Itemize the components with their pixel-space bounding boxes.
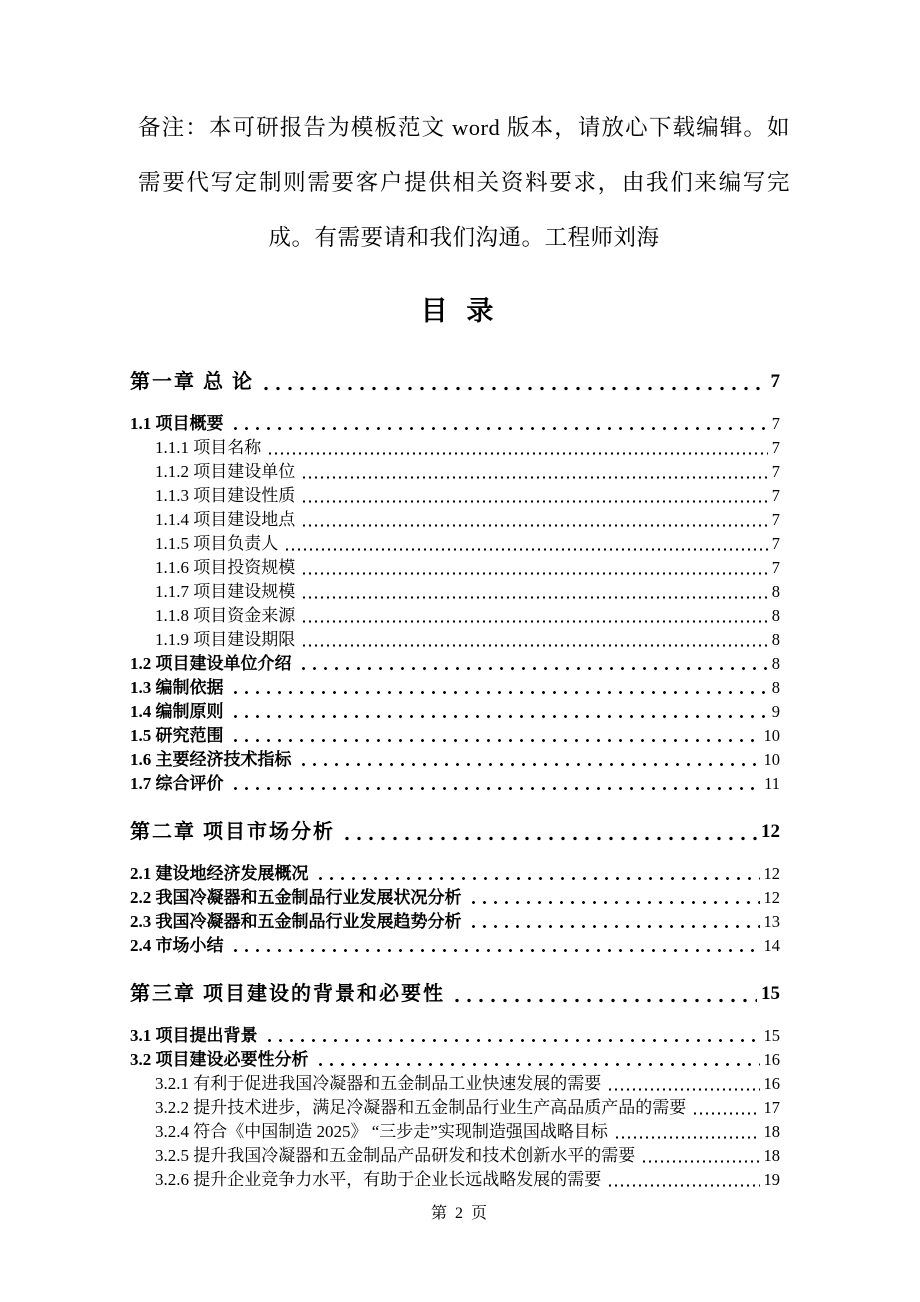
toc-entry-page: 8 bbox=[771, 606, 780, 625]
toc-entry-page: 7 bbox=[771, 486, 780, 505]
note-paragraph: 备注：本可研报告为模板范文 word 版本，请放心下载编辑。如需要代写定制则需要客户提供相关资料要求，由我们来编写完成。有需要请和我们沟通。工程师刘海 bbox=[138, 115, 790, 250]
toc-entry-3-1[interactable] bbox=[130, 1024, 780, 1048]
toc-entry-1-1-8[interactable] bbox=[155, 604, 780, 628]
toc-entry-1-4[interactable] bbox=[130, 700, 780, 724]
toc-entry-page: 8 bbox=[771, 630, 780, 649]
toc-entry-page: 11 bbox=[764, 774, 780, 793]
toc-entry-label: 第二章 项目市场分析 bbox=[130, 821, 335, 843]
toc-entry-label: 1.1.3 项目建设性质 bbox=[155, 486, 296, 505]
toc-entry-page: 12 bbox=[763, 888, 780, 907]
toc-entry-page: 15 bbox=[761, 983, 780, 1004]
toc-entry-page: 7 bbox=[771, 462, 780, 481]
toc-entry-label: 2.3 我国冷凝器和五金制品行业发展趋势分析 bbox=[130, 912, 462, 931]
toc-entry-label: 1.1.7 项目建设规模 bbox=[155, 582, 296, 601]
toc-entry-label: 3.2.4 符合《中国制造 2025》 “三步走”实现制造强国战略目标 bbox=[155, 1122, 608, 1141]
toc-entry-label: 1.1.9 项目建设期限 bbox=[155, 630, 296, 649]
toc-entry-chapter-2[interactable] bbox=[130, 818, 780, 846]
toc-entry-label: 3.2 项目建设必要性分析 bbox=[130, 1050, 309, 1069]
toc-entry-page: 17 bbox=[763, 1098, 780, 1117]
toc-entry-page: 12 bbox=[763, 864, 780, 883]
toc-entry-label: 3.1 项目提出背景 bbox=[130, 1026, 258, 1045]
toc-entry-3-2-6[interactable] bbox=[155, 1168, 780, 1192]
toc-entry-1-1-2[interactable] bbox=[155, 460, 780, 484]
toc-entry-page: 10 bbox=[763, 726, 780, 745]
toc-entry-label: 1.7 综合评价 bbox=[130, 774, 224, 793]
toc-entry-label: 3.2.5 提升我国冷凝器和五金制品产品研发和技术创新水平的需要 bbox=[155, 1146, 636, 1165]
toc-entry-1-3[interactable] bbox=[130, 676, 780, 700]
toc-entry-label: 1.1.1 项目名称 bbox=[155, 438, 262, 457]
toc-entry-1-7[interactable] bbox=[130, 772, 780, 796]
toc-entry-1-1-5[interactable] bbox=[155, 532, 780, 556]
toc-entry-1-6[interactable] bbox=[130, 748, 780, 772]
toc-entry-label: 1.1.2 项目建设单位 bbox=[155, 462, 296, 481]
toc-entry-1-1-1[interactable] bbox=[155, 436, 780, 460]
toc-entry-page: 8 bbox=[771, 654, 780, 673]
toc-entry-page: 7 bbox=[771, 510, 780, 529]
toc-entry-3-2-5[interactable] bbox=[155, 1144, 780, 1168]
toc-entry-1-1-3[interactable] bbox=[155, 484, 780, 508]
toc-entry-label: 1.1 项目概要 bbox=[130, 414, 224, 433]
toc-entry-1-1-4[interactable] bbox=[155, 508, 780, 532]
toc-entry-label: 1.4 编制原则 bbox=[130, 702, 224, 721]
toc-entry-page: 10 bbox=[763, 750, 780, 769]
toc-entry-1-1-7[interactable] bbox=[155, 580, 780, 604]
toc-entry-page: 7 bbox=[771, 414, 780, 433]
toc-entry-label: 1.1.4 项目建设地点 bbox=[155, 510, 296, 529]
toc-entry-page: 15 bbox=[763, 1026, 780, 1045]
toc-entry-2-4[interactable] bbox=[130, 934, 780, 958]
toc-entry-page: 14 bbox=[763, 936, 780, 955]
toc-entry-label: 1.1.5 项目负责人 bbox=[155, 534, 279, 553]
toc-entry-label: 1.1.8 项目资金来源 bbox=[155, 606, 296, 625]
toc-entry-page: 7 bbox=[771, 558, 780, 577]
toc-entry-page: 16 bbox=[763, 1074, 780, 1093]
toc-entry-label: 3.2.6 提升企业竞争力水平，有助于企业长远战略发展的需要 bbox=[155, 1170, 602, 1189]
toc-entry-page: 8 bbox=[771, 582, 780, 601]
toc-title: 目 录 bbox=[420, 296, 500, 326]
toc-entry-page: 13 bbox=[763, 912, 780, 931]
toc-entry-page: 16 bbox=[763, 1050, 780, 1069]
toc-entry-page: 7 bbox=[770, 371, 780, 392]
toc-entry-1-2[interactable] bbox=[130, 652, 780, 676]
toc-entry-3-2-1[interactable] bbox=[155, 1072, 780, 1096]
toc-entry-chapter-3[interactable] bbox=[130, 980, 780, 1008]
toc-entry-label: 1.2 项目建设单位介绍 bbox=[130, 654, 292, 673]
toc-entry-page: 18 bbox=[763, 1122, 780, 1141]
toc-entry-3-2[interactable] bbox=[130, 1048, 780, 1072]
toc-entry-2-3[interactable] bbox=[130, 910, 780, 934]
toc-entry-label: 1.5 研究范围 bbox=[130, 726, 224, 745]
toc-entry-page: 12 bbox=[761, 821, 780, 842]
table-of-contents bbox=[130, 368, 780, 1192]
toc-entry-label: 2.1 建设地经济发展概况 bbox=[130, 864, 309, 883]
toc-entry-1-5[interactable] bbox=[130, 724, 780, 748]
toc-entry-label: 1.6 主要经济技术指标 bbox=[130, 750, 292, 769]
toc-entry-3-2-4[interactable] bbox=[155, 1120, 780, 1144]
toc-entry-3-2-2[interactable] bbox=[155, 1096, 780, 1120]
toc-entry-label: 3.2.1 有利于促进我国冷凝器和五金制品工业快速发展的需要 bbox=[155, 1074, 602, 1093]
toc-entry-label: 第一章 总 论 bbox=[130, 371, 254, 393]
toc-entry-label: 3.2.2 提升技术进步，满足冷凝器和五金制品行业生产高品质产品的需要 bbox=[155, 1098, 687, 1117]
page-number-footer: 第 2 页 bbox=[430, 1205, 489, 1222]
toc-entry-page: 18 bbox=[763, 1146, 780, 1165]
toc-entry-label: 1.3 编制依据 bbox=[130, 678, 224, 697]
toc-entry-1-1-6[interactable] bbox=[155, 556, 780, 580]
toc-entry-page: 9 bbox=[771, 702, 780, 721]
toc-entry-1-1[interactable] bbox=[130, 412, 780, 436]
toc-entry-page: 19 bbox=[763, 1170, 780, 1189]
toc-entry-page: 7 bbox=[771, 438, 780, 457]
toc-entry-2-1[interactable] bbox=[130, 862, 780, 886]
toc-entry-2-2[interactable] bbox=[130, 886, 780, 910]
toc-entry-chapter-1[interactable] bbox=[130, 368, 780, 396]
toc-entry-label: 第三章 项目建设的背景和必要性 bbox=[130, 983, 445, 1005]
toc-entry-label: 2.4 市场小结 bbox=[130, 936, 224, 955]
toc-entry-page: 7 bbox=[771, 534, 780, 553]
toc-entry-label: 1.1.6 项目投资规模 bbox=[155, 558, 296, 577]
toc-entry-1-1-9[interactable] bbox=[155, 628, 780, 652]
toc-entry-label: 2.2 我国冷凝器和五金制品行业发展状况分析 bbox=[130, 888, 462, 907]
toc-entry-page: 8 bbox=[771, 678, 780, 697]
